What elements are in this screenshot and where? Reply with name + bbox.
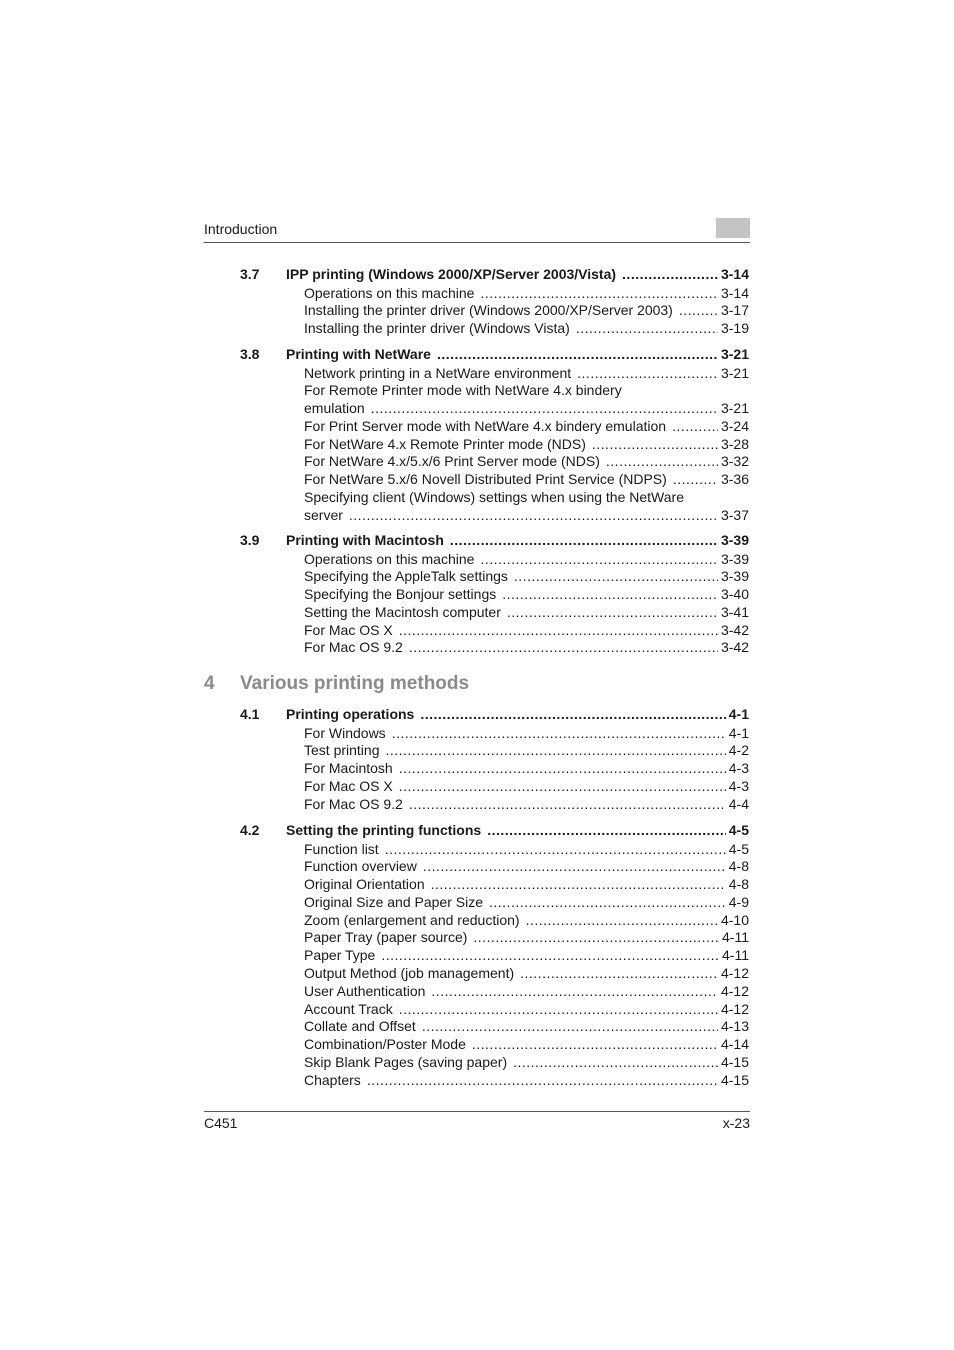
dot-leader [480,551,718,569]
entry-text: Function overview [304,858,417,875]
entry-page: 4-11 [722,947,749,964]
entry-page: 4-12 [720,1000,749,1017]
entry-text: Zoom (enlargement and reduction) [304,911,520,928]
toc-entry [240,320,749,338]
entry-page: 3-21 [720,364,749,381]
entry-text: For Mac OS X [304,777,393,794]
entry-page: 3-32 [720,453,749,470]
toc-entry [240,778,749,796]
section-number: 3.7 [240,266,260,282]
dot-leader [473,929,719,947]
dot-leader [399,778,726,796]
toc-section [240,531,749,657]
entry-text: User Authentication [304,982,426,999]
entry-page: 4-10 [720,911,749,928]
toc-entry [240,471,749,489]
entry-text: For Mac OS 9.2 [304,639,403,656]
entry-page: 3-40 [720,586,749,603]
toc-section [240,345,749,525]
section-title: Printing operations [286,706,415,722]
header-tab-marker [716,218,750,238]
dot-leader [480,285,718,303]
toc-section-heading [240,821,749,841]
dot-leader [420,705,725,725]
entry-page: 4-8 [728,876,749,893]
chapter-heading [204,673,469,695]
entry-text: Skip Blank Pages (saving paper) [304,1054,508,1071]
entry-text-line1: For Remote Printer mode with NetWare 4.x bindery [304,382,622,399]
dot-leader [399,760,726,778]
entry-text: For NetWare 4.x Remote Printer mode (NDS) [304,435,586,452]
toc-entry [240,604,749,622]
entry-text: For Windows [304,724,386,741]
toc-entry [240,507,749,525]
toc-section [240,821,749,1090]
dot-leader [592,436,718,454]
toc-entry [240,436,749,454]
dot-leader [472,1036,718,1054]
entry-page: 3-24 [720,417,749,434]
entry-page: 4-1 [728,724,749,741]
dot-leader [622,265,718,285]
dot-leader [349,507,718,525]
dot-leader [399,622,718,640]
section-page: 4-5 [728,822,749,838]
dot-leader [437,345,718,365]
entry-text: Installing the printer driver (Windows Vista) [304,320,570,337]
entry-text: For Mac OS 9.2 [304,795,403,812]
dot-leader [672,418,718,436]
header-title: Introduction [204,221,278,237]
toc-entry [240,894,749,912]
dot-leader [385,841,726,859]
toc-entry [240,568,749,586]
chapter-number: 4 [204,673,215,694]
toc-entry [240,586,749,604]
toc-entry [240,302,749,320]
toc-section-heading [240,531,749,551]
entry-page: 4-14 [720,1036,749,1053]
entry-text: For Print Server mode with NetWare 4.x bindery emulation [304,417,667,434]
entry-text: Operations on this machine [304,284,475,301]
chapter-title: Various printing methods [240,673,470,694]
entry-page: 4-12 [720,965,749,982]
dot-leader [392,725,726,743]
entry-text: Setting the Macintosh computer [304,603,501,620]
section-number: 4.1 [240,706,260,722]
toc-entry [240,742,749,760]
entry-page: 4-3 [728,777,749,794]
section-title: Setting the printing functions [286,822,482,838]
dot-leader [381,947,719,965]
entry-text: emulation [304,400,365,417]
dot-leader [526,912,718,930]
toc-entry-line [240,489,749,507]
entry-text: Operations on this machine [304,550,475,567]
entry-page: 4-11 [722,929,749,946]
dot-leader [514,568,718,586]
section-page: 4-1 [728,706,749,722]
toc-entry [240,1036,749,1054]
entry-page: 3-39 [720,550,749,567]
entry-text: Account Track [304,1000,393,1017]
entry-text: Original Size and Paper Size [304,893,483,910]
toc-entry [240,622,749,640]
toc-section [240,265,749,338]
toc-entry [240,400,749,418]
section-title: IPP printing (Windows 2000/XP/Server 2003/Vista) [286,266,617,282]
entry-page: 4-15 [720,1054,749,1071]
toc-entry [240,453,749,471]
toc-entry [240,929,749,947]
entry-text: Network printing in a NetWare environment [304,364,572,381]
dot-leader [431,876,726,894]
entry-page: 4-5 [728,840,749,857]
section-page: 3-39 [720,532,749,548]
dot-leader [513,1054,718,1072]
entry-page: 4-9 [728,893,749,910]
dot-leader [673,471,718,489]
entry-page: 4-12 [720,982,749,999]
entry-page: 3-36 [720,471,749,488]
dot-leader [431,983,718,1001]
toc-section-heading [240,705,749,725]
toc-entry [240,1018,749,1036]
dot-leader [422,1018,718,1036]
toc-entry [240,876,749,894]
entry-text: Function list [304,840,379,857]
dot-leader [399,1001,718,1019]
toc-entry [240,947,749,965]
entry-page: 3-19 [720,320,749,337]
entry-text: For NetWare 5.x/6 Novell Distributed Print Service (NDPS) [304,471,667,488]
entry-text: Combination/Poster Mode [304,1036,466,1053]
dot-leader [507,604,718,622]
dot-leader [502,586,718,604]
section-title: Printing with Macintosh [286,532,444,548]
toc-entry [240,365,749,383]
entry-text: Collate and Offset [304,1018,416,1035]
toc-section [240,705,749,813]
dot-leader [371,400,718,418]
entry-page: 3-39 [720,568,749,585]
section-number: 3.8 [240,346,260,362]
entry-page: 3-42 [720,621,749,638]
toc-entry [240,725,749,743]
entry-page: 4-8 [728,858,749,875]
toc-entry [240,760,749,778]
toc-entry [240,841,749,859]
toc-entry [240,1054,749,1072]
dot-leader [423,858,726,876]
dot-leader [450,531,718,551]
entry-page: 3-14 [720,284,749,301]
entry-text: Specifying the AppleTalk settings [304,568,508,585]
entry-text: Chapters [304,1071,361,1088]
dot-leader [409,639,718,657]
toc-entry [240,858,749,876]
section-title: Printing with NetWare [286,346,431,362]
entry-text: Installing the printer driver (Windows 2000/XP/Server 2003) [304,302,673,319]
entry-text: Original Orientation [304,876,425,893]
entry-text: Specifying the Bonjour settings [304,586,497,603]
dot-leader [367,1072,718,1090]
dot-leader [409,796,726,814]
entry-text: server [304,506,343,523]
entry-text-line1: Specifying client (Windows) settings when using the NetWare [304,489,684,506]
toc-entry [240,551,749,569]
toc-entry [240,1001,749,1019]
toc-entry [240,912,749,930]
entry-page: 4-2 [728,742,749,759]
entry-text: For NetWare 4.x/5.x/6 Print Server mode (NDS) [304,453,600,470]
entry-page: 3-42 [720,639,749,656]
toc-entry [240,796,749,814]
entry-text: For Macintosh [304,760,393,777]
entry-text: Paper Type [304,947,376,964]
entry-text: Test printing [304,742,380,759]
dot-leader [577,365,718,383]
section-number: 4.2 [240,822,260,838]
toc-section-heading [240,265,749,285]
dot-leader [385,742,725,760]
entry-page: 4-3 [728,760,749,777]
dot-leader [520,965,718,983]
dot-leader [576,320,718,338]
toc-entry [240,1072,749,1090]
toc-entry [240,983,749,1001]
entry-page: 3-21 [720,400,749,417]
section-page: 3-21 [720,346,749,362]
dot-leader [487,821,726,841]
entry-text: Paper Tray (paper source) [304,929,468,946]
entry-page: 4-4 [728,795,749,812]
footer-model: C451 [204,1115,238,1131]
dot-leader [489,894,726,912]
toc-entry [240,639,749,657]
toc-section-heading [240,345,749,365]
entry-page: 3-37 [720,506,749,523]
entry-page: 4-13 [720,1018,749,1035]
entry-text: Output Method (job management) [304,965,515,982]
toc-entry [240,965,749,983]
entry-page: 3-41 [720,603,749,620]
dot-leader [606,453,718,471]
section-page: 3-14 [720,266,749,282]
toc-entry [240,285,749,303]
toc-entry [240,418,749,436]
page-footer [204,1111,750,1131]
entry-text: For Mac OS X [304,621,393,638]
section-number: 3.9 [240,532,260,548]
page-header [204,218,750,243]
dot-leader [679,302,718,320]
entry-page: 4-15 [720,1071,749,1088]
entry-page: 3-28 [720,435,749,452]
footer-page-number: x-23 [722,1115,750,1131]
toc-entry-line [240,382,749,400]
entry-page: 3-17 [720,302,749,319]
